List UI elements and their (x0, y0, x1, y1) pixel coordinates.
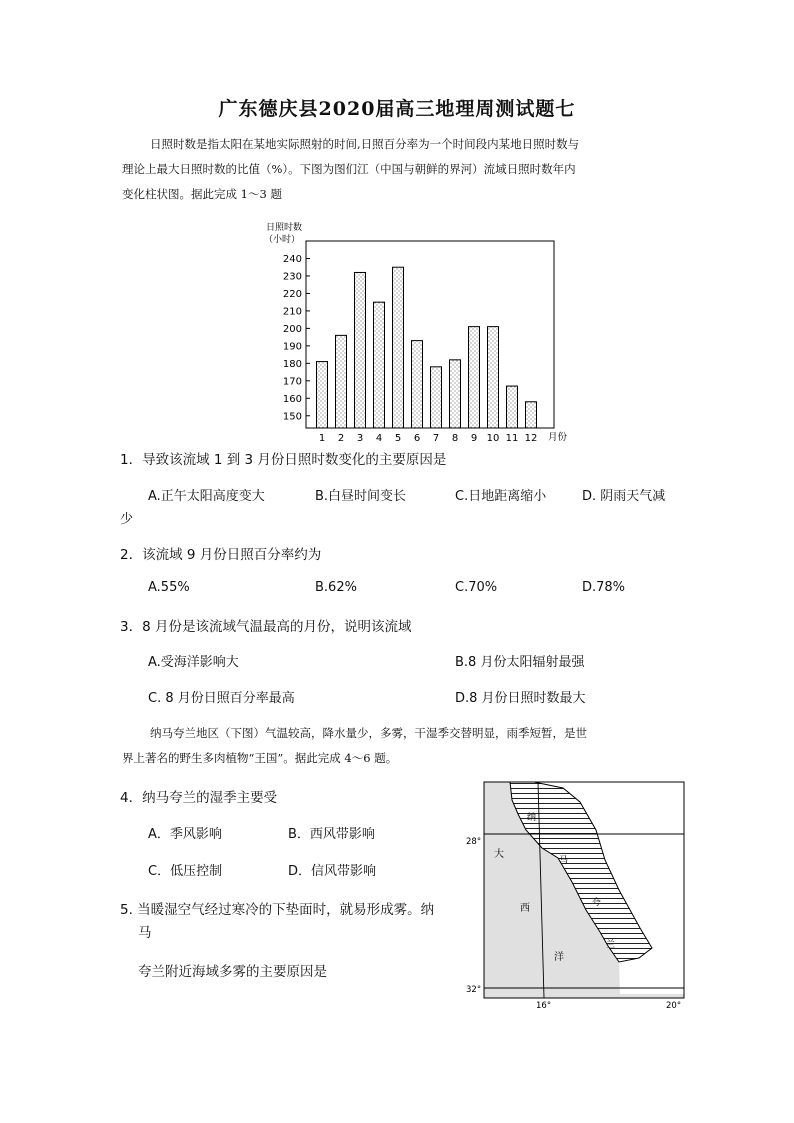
chart-ytick-label: 170 (282, 376, 302, 388)
chart-ytick-label: 240 (282, 253, 302, 265)
chart-ytick-label: 160 (282, 393, 302, 405)
q3-option-d: D.8 月份日照时数最大 (455, 691, 586, 706)
map-label-lan: 兰 (606, 940, 616, 950)
chart-bar-month-3 (355, 272, 366, 428)
intro-1-line-2: 理论上最大日照时数的比值（%）。下图为图们江（中国与朝鲜的界河）流域日照时数年内 (122, 162, 576, 176)
q1-option-c: C.日地距离缩小 (455, 489, 547, 504)
map-label-lon-20: 20° (666, 1001, 682, 1011)
q1-option-d-continued: 少 (120, 512, 134, 527)
intro-2-line-1: 纳马夸兰地区（下图）气温较高，降水量少，多雾，干湿季交替明显，雨季短暂，是世 (150, 726, 587, 740)
intro-1-line-3: 变化柱状图。据此完成 1～3 题 (122, 187, 282, 201)
q1-option-b: B.白昼时间变长 (315, 489, 407, 504)
chart-bar-month-10 (488, 327, 499, 428)
chart-xtick-label: 5 (394, 433, 402, 444)
q3-option-a: A.受海洋影响大 (148, 655, 239, 670)
chart-xtick-label: 3 (356, 433, 364, 444)
chart-bar-month-4 (374, 302, 385, 428)
q3-stem: 3．8 月份是该流域气温最高的月份，说明该流域 (120, 619, 412, 635)
chart-xtick-label: 1 (318, 433, 326, 444)
map-label-lon-16: 16° (536, 1001, 552, 1011)
q5-stem-line-2: 马 (138, 925, 152, 941)
chart-ytick-label: 220 (282, 288, 302, 300)
q2-option-d: D.78% (582, 580, 626, 595)
chart-bar-month-9 (469, 327, 480, 428)
q1-option-a: A.正午太阳高度变大 (148, 489, 265, 504)
chart-ytick-label: 150 (282, 411, 302, 423)
map-label-ocean-xi: 西 (520, 903, 530, 914)
chart-bar-month-12 (526, 402, 537, 428)
q5-stem-line-1: 5. 当暖湿空气经过寒冷的下垫面时，就易形成雾。纳 (120, 902, 435, 918)
map-label-ma: 马 (559, 856, 569, 866)
q5-stem-line-3: 夸兰附近海域多雾的主要原因是 (138, 964, 327, 980)
chart-bar-month-1 (317, 362, 328, 428)
q4-option-b: B．西风带影响 (288, 827, 375, 842)
q4-stem: 4．纳马夸兰的湿季主要受 (120, 790, 278, 806)
q2-option-c: C.70% (455, 580, 498, 595)
q3-option-b: B.8 月份太阳辐射最强 (455, 655, 585, 670)
map-label-na: 纳 (527, 813, 537, 823)
intro-1-line-1: 日照时数是指太阳在某地实际照射的时间,日照百分率为一个时间段内某地日照时数与 (150, 137, 580, 151)
chart-xtick-label: 12 (524, 433, 538, 444)
chart-ytick-label: 230 (282, 271, 302, 283)
chart-bar-month-6 (412, 341, 423, 428)
q2-option-b: B.62% (315, 580, 357, 595)
q2-option-a: A.55% (148, 580, 190, 595)
chart-bar-month-7 (431, 367, 442, 428)
map-label-lat-32: 32° (466, 985, 482, 995)
chart-bar-month-2 (336, 335, 347, 428)
q4-option-c: C．低压控制 (148, 864, 223, 879)
map-label-kua: 夸 (592, 898, 602, 908)
chart-xtick-label: 4 (375, 433, 383, 444)
chart-ytick-label: 210 (282, 306, 302, 318)
chart-xtick-label: 2 (337, 433, 345, 444)
page-title: 广东德庆县2020届高三地理周测试题七 (218, 98, 576, 120)
chart-bar-month-8 (450, 360, 461, 428)
map-label-ocean-yang: 洋 (554, 952, 564, 963)
q2-stem: 2．该流域 9 月份日照百分率约为 (120, 547, 322, 563)
chart-xtick-label: 10 (486, 433, 500, 444)
chart-yunit: （小时） (264, 235, 301, 245)
chart-xlabel: 月份 (548, 432, 568, 443)
q4-option-a: A．季风影响 (148, 827, 222, 842)
chart-ytick-label: 200 (282, 323, 302, 335)
chart-ytick-label: 190 (282, 341, 302, 353)
map-label-ocean-da: 大 (494, 849, 504, 860)
chart-xtick-label: 8 (451, 433, 459, 444)
chart-xtick-label: 9 (470, 433, 478, 444)
map-label-lat-28: 28° (466, 837, 482, 847)
chart-xtick-label: 6 (413, 433, 421, 444)
chart-xtick-label: 7 (432, 433, 440, 444)
intro-2-line-2: 界上著名的野生多肉植物“王国”。据此完成 4～6 题。 (122, 751, 398, 765)
q4-option-d: D．信风带影响 (288, 864, 377, 879)
q1-option-d: D. 阴雨天气减 (582, 489, 666, 504)
chart-xtick-label: 11 (505, 433, 519, 444)
chart-bar-month-5 (393, 267, 404, 428)
chart-bar-month-11 (507, 386, 518, 428)
chart-ytick-label: 180 (282, 358, 302, 370)
chart-ylabel: 日照时数 (266, 223, 303, 233)
q3-option-c: C. 8 月份日照百分率最高 (148, 691, 295, 706)
namaqualand-map (462, 778, 692, 1012)
q1-stem: 1．导致该流域 1 到 3 月份日照时数变化的主要原因是 (120, 452, 447, 468)
sunshine-hours-chart (250, 210, 570, 445)
